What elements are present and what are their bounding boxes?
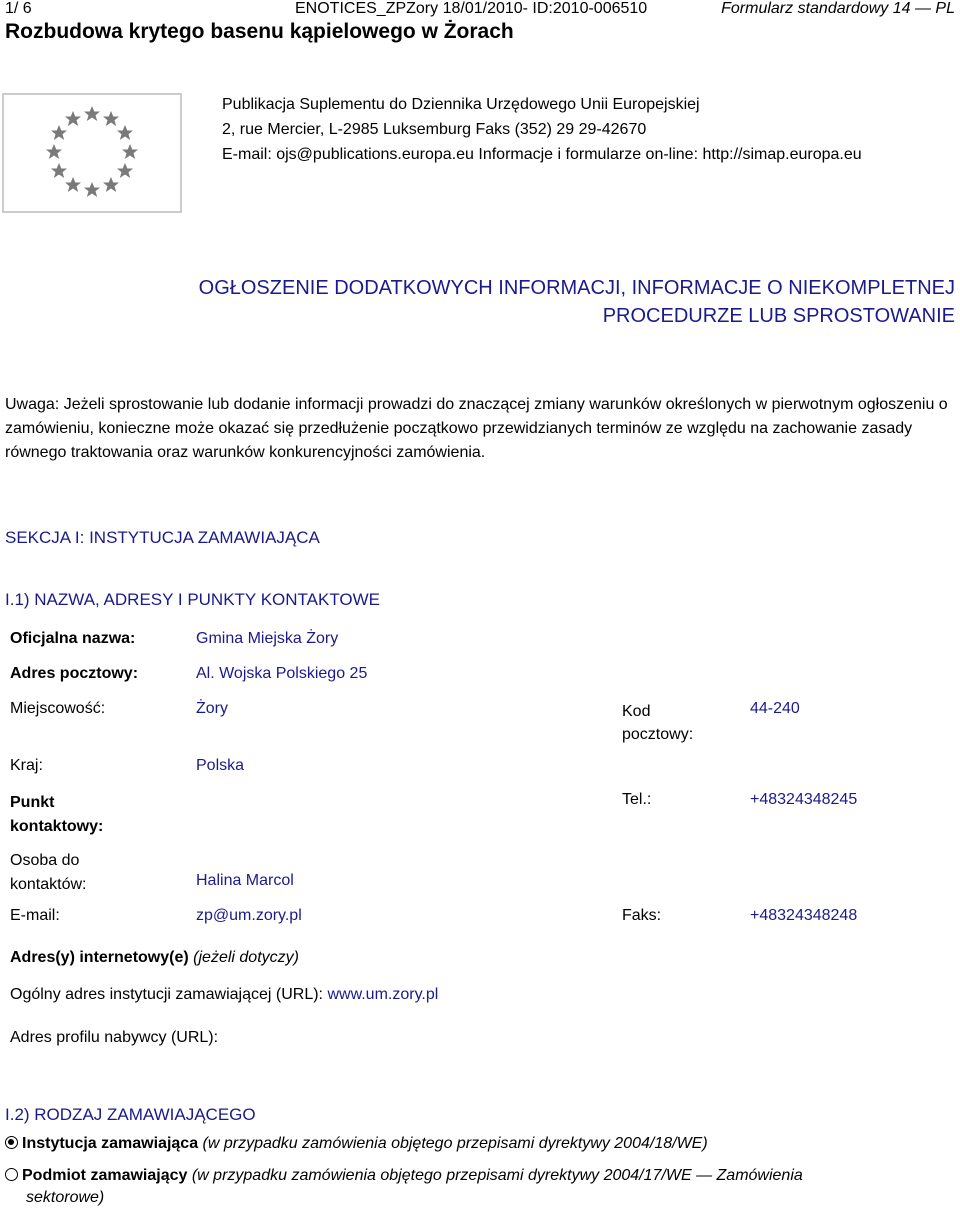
section-1-1-heading: I.1) NAZWA, ADRESY I PUNKTY KONTAKTOWE: [5, 590, 381, 609]
radio-unselected-icon[interactable]: [5, 1168, 18, 1181]
town-value: Żory: [196, 700, 228, 717]
contact-person-label-line-1: Osoba do: [10, 852, 80, 869]
contact-person-label: [10, 849, 86, 897]
postal-address-label: Adres pocztowy:: [10, 665, 139, 682]
notice-id: ENOTICES_ZPZory 18/01/2010- ID:2010-006510: [295, 0, 648, 17]
internet-address-heading-text: Adres(y) internetowy(e): [10, 949, 189, 966]
tel-label: Tel.:: [622, 791, 652, 808]
town-label: Miejscowość:: [10, 700, 106, 717]
email-label: E-mail:: [10, 907, 60, 924]
section-1-heading: SEKCJA I: INSTYTUCJA ZAMAWIAJĄCA: [5, 528, 320, 547]
postcode-label: [622, 700, 693, 746]
general-url-link[interactable]: www.um.zory.pl: [327, 986, 439, 1003]
option-1-label: Instytucja zamawiająca: [22, 1135, 199, 1152]
contact-person-label-line-2: kontaktów:: [10, 876, 87, 893]
page-number: 1/ 6: [5, 0, 32, 17]
fax-value: +48324348248: [750, 907, 858, 924]
official-name-label: Oficjalna nazwa:: [10, 630, 136, 647]
publication-line-3: E-mail: ojs@publications.europa.eu Informacje i formularze on-line: http://simap.europa.eu: [222, 146, 862, 163]
email-value: zp@um.zory.pl: [196, 907, 302, 924]
form-name: Formularz standardowy 14 — PL: [721, 0, 955, 17]
eu-stars-icon: [4, 95, 180, 211]
notice-title-line-2: PROCEDURZE LUB SPROSTOWANIE: [602, 305, 955, 327]
publication-line-1: Publikacja Suplementu do Dziennika Urzędowego Unii Europejskiej: [222, 96, 700, 113]
tel-value: +48324348245: [750, 791, 858, 808]
authority-type-option-2[interactable]: [5, 1165, 803, 1209]
publication-info: [222, 92, 862, 167]
eu-flag-logo: [2, 93, 182, 213]
country-value: Polska: [196, 757, 245, 774]
postal-address-value: Al. Wojska Polskiego 25: [196, 665, 368, 682]
official-name-value: Gmina Miejska Żory: [196, 630, 339, 647]
contact-person-value: Halina Marcol: [196, 872, 294, 889]
warning-paragraph: Uwaga: Jeżeli sprostowanie lub dodanie informacji prowadzi do znaczącej zmiany warunków określonych w pierwotnym ogłoszeniu o zamówieniu, konieczne może okazać się przedłużenie początkowo przewidzianych terminów ze względu na zachowanie zasady równego traktowania oraz warunków konkurencyjności zamówienia.: [5, 396, 948, 461]
general-url-label: Ogólny adres instytucji zamawiającej (URL):: [10, 986, 323, 1003]
fax-label: Faks:: [622, 907, 662, 924]
option-1-note: (w przypadku zamówienia objętego przepisami dyrektywy 2004/18/WE): [202, 1135, 708, 1152]
contact-point-label: [10, 791, 103, 839]
contact-point-label-line-2: kontaktowy:: [10, 818, 104, 835]
postcode-value: 44-240: [750, 700, 800, 717]
publication-line-2: 2, rue Mercier, L-2985 Luksemburg Faks (352) 29 29-42670: [222, 121, 647, 138]
radio-selected-icon[interactable]: [5, 1136, 18, 1149]
internet-address-heading-note: (jeżeli dotyczy): [193, 949, 299, 966]
running-header: [5, 0, 955, 20]
buyer-profile-label: Adres profilu nabywcy (URL):: [10, 1029, 219, 1046]
contact-point-label-line-1: Punkt: [10, 794, 55, 811]
notice-title-line-1: OGŁOSZENIE DODATKOWYCH INFORMACJI, INFORMACJE O NIEKOMPLETNEJ: [198, 277, 955, 299]
authority-type-option-1[interactable]: [5, 1135, 708, 1153]
document-title: Rozbudowa krytego basenu kąpielowego w Żorach: [5, 20, 514, 43]
postcode-label-line-1: Kod: [622, 703, 651, 720]
country-label: Kraj:: [10, 757, 43, 774]
general-url-row: [10, 986, 438, 1004]
postcode-label-line-2: pocztowy:: [622, 726, 694, 743]
option-2-note-a: (w przypadku zamówienia objętego przepisami dyrektywy 2004/17/WE — Zamówienia: [191, 1167, 803, 1184]
section-1-2-heading: I.2) RODZAJ ZAMAWIAJĄCEGO: [5, 1105, 256, 1124]
option-2-note-b: sektorowe): [26, 1189, 105, 1206]
option-2-label: Podmiot zamawiający: [22, 1167, 188, 1184]
internet-address-heading: [10, 949, 299, 967]
notice-title: [0, 274, 955, 330]
